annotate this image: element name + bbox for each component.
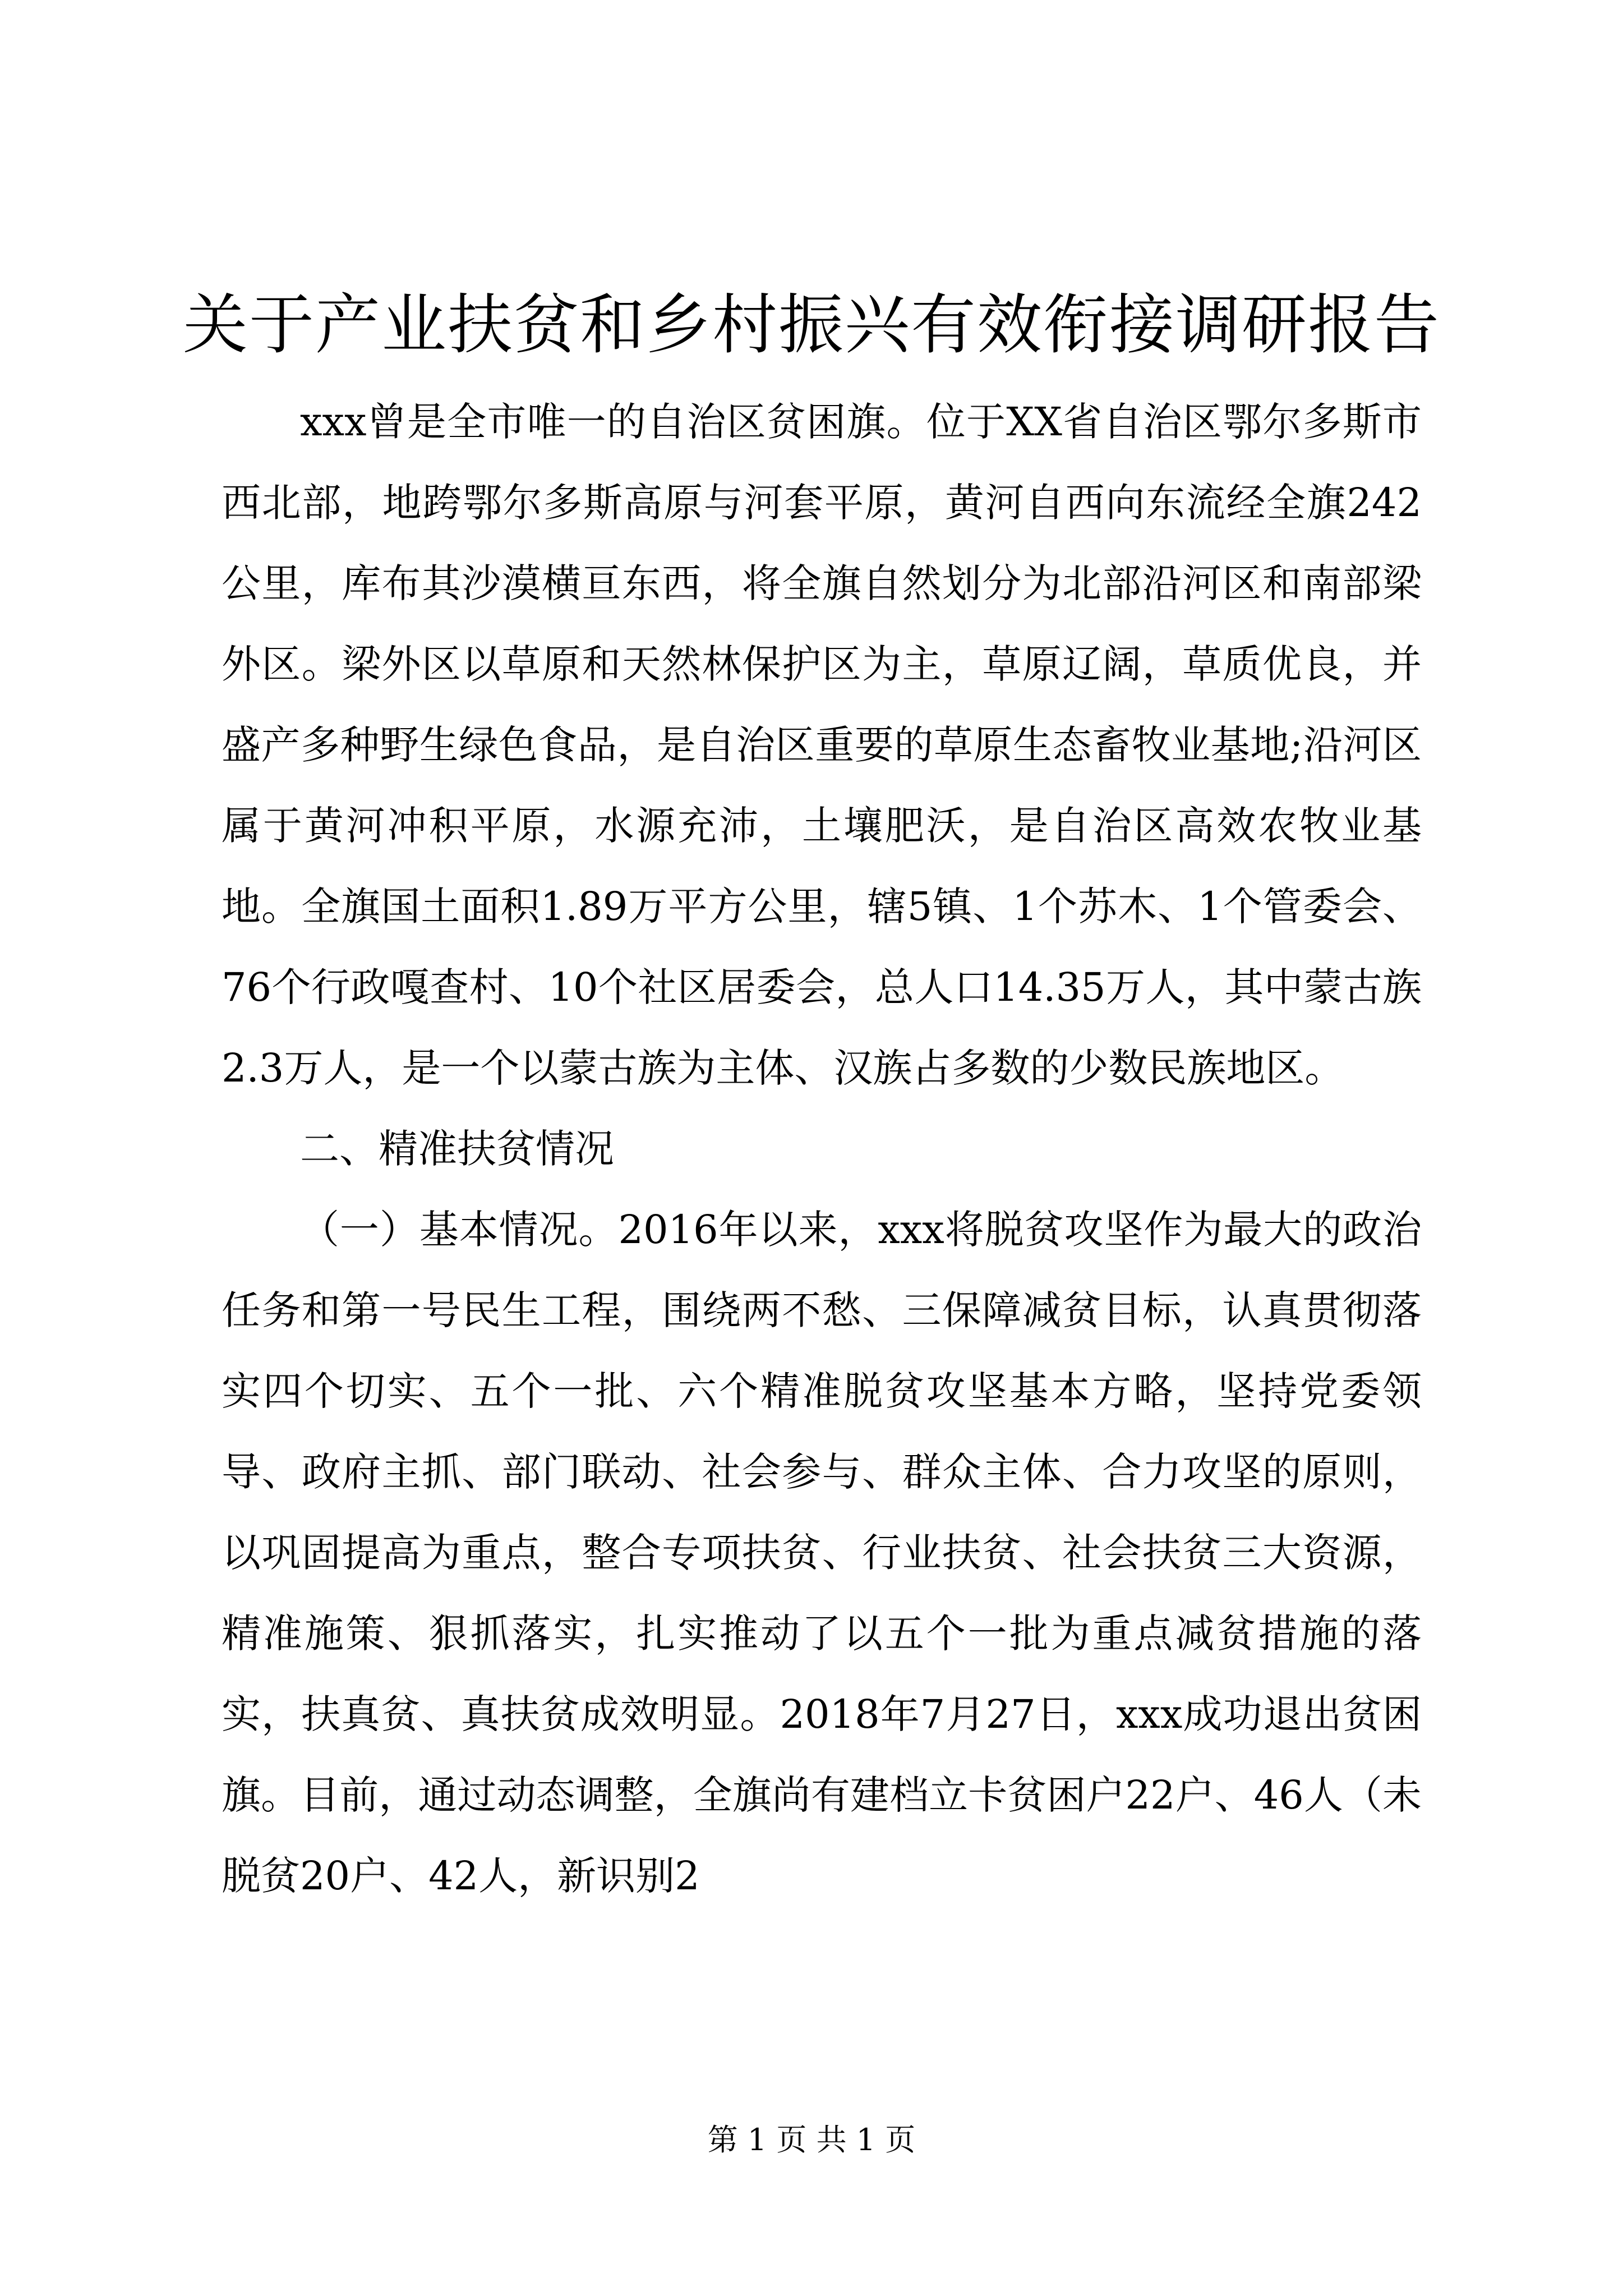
page-footer: 第 1 页 共 1 页 bbox=[707, 2122, 916, 2157]
intro-paragraph: xxx曾是全市唯一的自治区贫困旗。位于XX省自治区鄂尔多斯市西北部，地跨鄂尔多斯高原与河套平原，黄河自西向东流经全旗242公里，库布其沙漠横亘东西，将全旗自然划分为北部沿河区和南部梁外区。梁外区以草原和天然林保护区为主，草原辽阔，草质优良，并盛产多种野生绿色食品，是自治区重要的草原生态畜牧业基地;沿河区属于黄河冲积平原，水源充沛，土壤肥沃，是自治区高效农牧业基地。全旗国土面积1.89万平方公里，辖5镇、1个苏木、1个管委会、76个行政嘎查村、10个社区居委会，总人口14.35万人，其中蒙古族2.3万人，是一个以蒙古族为主体、汉族占多数的少数民族地区。 bbox=[222, 399, 1422, 1091]
basic-situation-paragraph: （一）基本情况。2016年以来，xxx将脱贫攻坚作为最大的政治任务和第一号民生工程，围绕两不愁、三保障减贫目标，认真贯彻落实四个切实、五个一批、六个精准脱贫攻坚基本方略，坚持党委领导、政府主抓、部门联动、社会参与、群众主体、合力攻坚的原则，以巩固提高为重点，整合专项扶贫、行业扶贫、社会扶贫三大资源，精准施策、狠抓落实，扎实推动了以五个一批为重点减贫措施的落实，扶真贫、真扶贫成效明显。2018年7月27日，xxx成功退出贫困旗。目前，通过动态调整，全旗尚有建档立卡贫困户22户、46人（未脱贫20户、42人，新识别2 bbox=[222, 1207, 1422, 1899]
document-title: 关于产业扶贫和乡村振兴有效衔接调研报告 bbox=[183, 287, 1440, 363]
document-body bbox=[222, 381, 1422, 1916]
section-heading: 二、精准扶贫情况 bbox=[300, 1126, 614, 1172]
